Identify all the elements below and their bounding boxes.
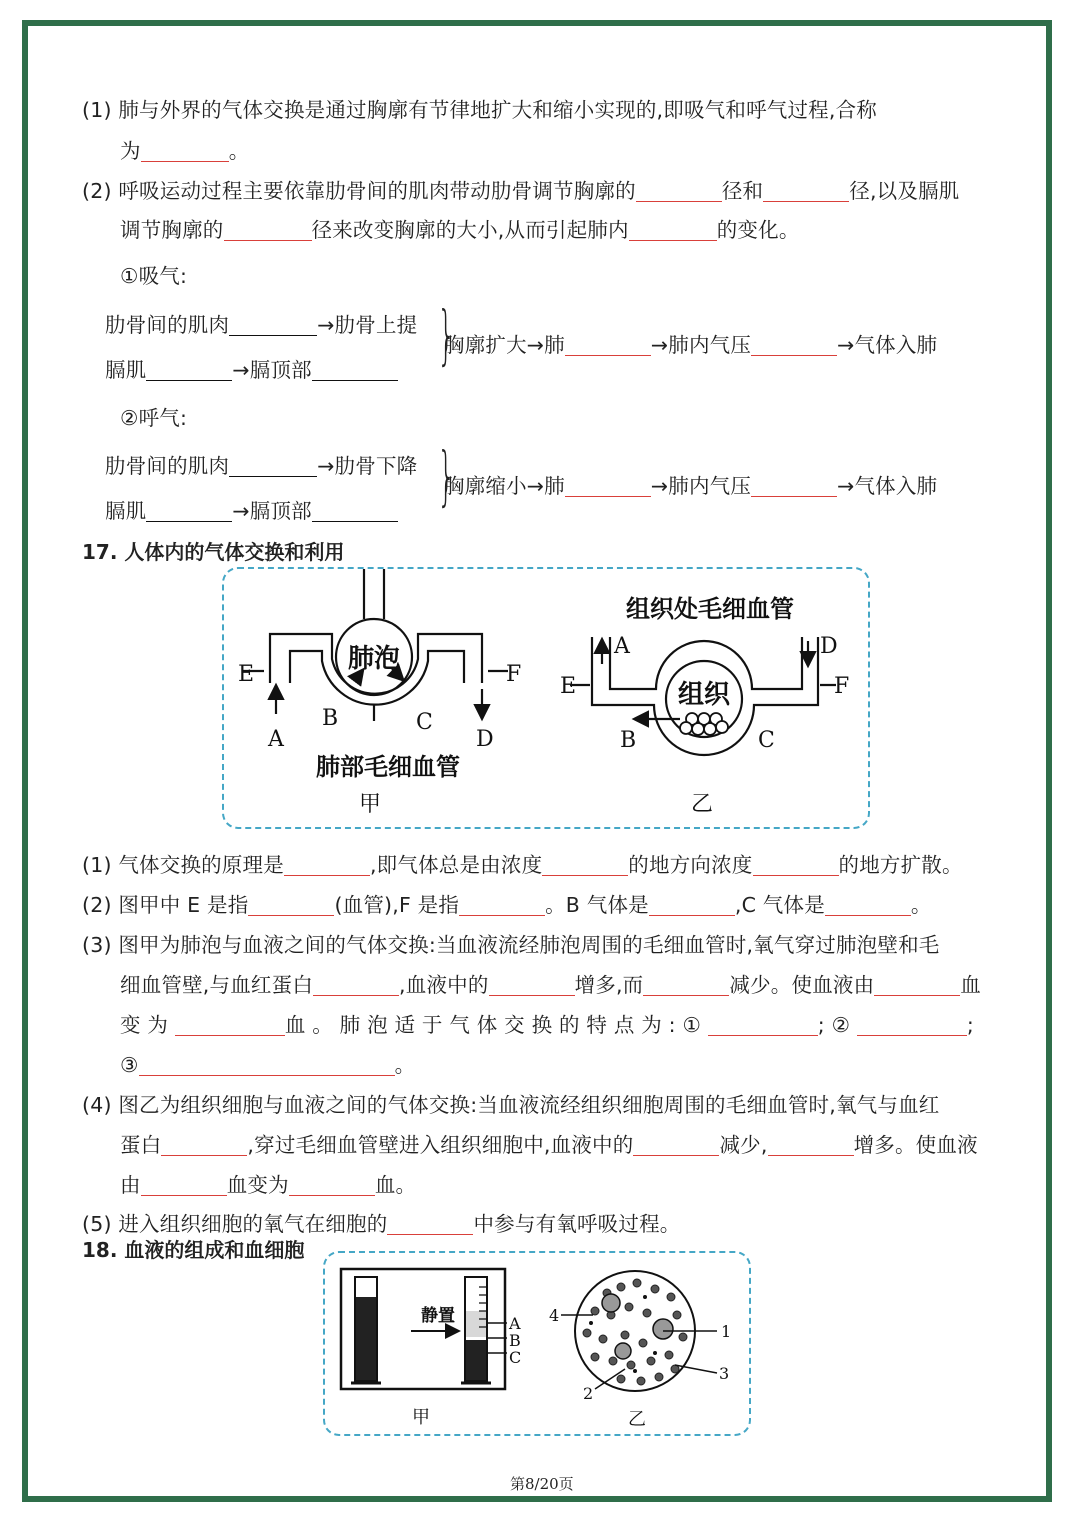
s17-q3-line4: ③ 。 xyxy=(120,1053,416,1077)
brace-icon: } xyxy=(437,299,456,373)
s17-q3-line2: 细血管壁,与血红蛋白 ,血液中的 增多,而 减少。使血液由 血 xyxy=(120,973,981,997)
brace-icon: } xyxy=(437,440,456,514)
layer-c-label: C xyxy=(509,1348,522,1367)
breathing-q1-line1: (1) 肺与外界的气体交换是通过胸廓有节律地扩大和缩小实现的,即吸气和呼气过程,合称 xyxy=(82,98,877,122)
label-e: E xyxy=(560,674,577,699)
answer-blank[interactable] xyxy=(763,179,849,202)
label-d: D xyxy=(820,634,838,659)
figure-b-caption: 乙 xyxy=(690,792,714,817)
answer-blank[interactable] xyxy=(643,973,729,996)
settle-label: 静置 xyxy=(421,1306,455,1326)
red-cell-layer xyxy=(466,1340,486,1380)
answer-blank[interactable] xyxy=(874,973,960,996)
label-c: C xyxy=(758,728,775,753)
lung-capillary-label: 肺部毛细血管 xyxy=(316,752,460,781)
answer-blank[interactable] xyxy=(312,358,398,381)
inhale-diaphragm-line: 膈肌 →膈顶部 xyxy=(105,356,398,384)
answer-blank[interactable] xyxy=(753,853,839,876)
answer-blank[interactable] xyxy=(229,313,317,336)
tissue-label: 组织 xyxy=(677,680,731,710)
gas-exchange-figure xyxy=(222,567,870,829)
answer-blank[interactable] xyxy=(489,973,575,996)
answer-blank[interactable] xyxy=(284,853,370,876)
answer-blank[interactable] xyxy=(175,1013,285,1036)
exhale-label: ②呼气: xyxy=(120,406,188,430)
label-b: B xyxy=(620,728,637,753)
label-d: D xyxy=(476,727,494,752)
whole-blood xyxy=(356,1297,376,1380)
answer-blank[interactable] xyxy=(542,853,628,876)
s17-q4-line1: (4) 图乙为组织细胞与血液之间的气体交换:当血液流经组织细胞周围的毛细血管时,氧气与血红 xyxy=(82,1093,940,1117)
alveolus-label: 肺泡 xyxy=(347,644,401,674)
section-17-heading: 17. 人体内的气体交换和利用 xyxy=(82,540,345,564)
layer-b-label: B xyxy=(509,1331,521,1350)
buffy-coat-layer xyxy=(466,1337,486,1340)
answer-blank[interactable] xyxy=(146,499,232,522)
answer-blank[interactable] xyxy=(224,218,312,241)
s17-q3-line3: 变 为 血 。 肺 泡 适 于 气 体 交 换 的 特 点 为 : ① ; ② ; xyxy=(120,1013,975,1037)
answer-blank[interactable] xyxy=(141,139,229,162)
figure-b-caption: 乙 xyxy=(628,1409,646,1430)
exhale-diaphragm-line: 膈肌 →膈顶部 xyxy=(105,497,398,525)
inhale-label: ①吸气: xyxy=(120,264,188,288)
answer-blank[interactable] xyxy=(708,1013,818,1036)
answer-blank[interactable] xyxy=(312,499,398,522)
answer-blank[interactable] xyxy=(141,1173,227,1196)
label-2: 2 xyxy=(583,1384,594,1403)
answer-blank[interactable] xyxy=(161,1133,247,1156)
answer-blank[interactable] xyxy=(139,1053,395,1076)
tissue-capillary-title: 组织处毛细血管 xyxy=(626,594,794,623)
plasma-layer xyxy=(466,1311,486,1337)
s17-q2: (2) 图甲中 E 是指 (血管),F 是指 。B 气体是 ,C 气体是 。 xyxy=(82,893,932,917)
answer-blank[interactable] xyxy=(636,179,722,202)
s17-q4-line3: 由 血变为 血。 xyxy=(120,1173,417,1197)
answer-blank[interactable] xyxy=(768,1133,854,1156)
answer-blank[interactable] xyxy=(633,1133,719,1156)
answer-blank[interactable] xyxy=(825,893,911,916)
breathing-q2-line1: (2) 呼吸运动过程主要依靠肋骨间的肌肉带动肋骨调节胸廓的 径和 径,以及膈肌 xyxy=(82,179,960,203)
label-4: 4 xyxy=(549,1306,560,1325)
answer-blank[interactable] xyxy=(313,973,399,996)
answer-blank[interactable] xyxy=(629,218,717,241)
label-f: F xyxy=(834,674,850,699)
answer-blank[interactable] xyxy=(565,333,651,356)
gas-exchange-diagram xyxy=(224,569,868,827)
answer-blank[interactable] xyxy=(565,474,651,497)
label-a: A xyxy=(268,727,284,752)
s17-q5: (5) 进入组织细胞的氧气在细胞的 中参与有氧呼吸过程。 xyxy=(82,1212,681,1236)
answer-blank[interactable] xyxy=(857,1013,967,1036)
tissue-cells xyxy=(680,713,728,735)
answer-blank[interactable] xyxy=(229,454,317,477)
answer-blank[interactable] xyxy=(387,1212,473,1235)
s17-q3-line1: (3) 图甲为肺泡与血液之间的气体交换:当血液流经肺泡周围的毛细血管时,氧气穿过肺泡壁和毛 xyxy=(82,933,940,957)
answer-blank[interactable] xyxy=(751,474,837,497)
answer-blank[interactable] xyxy=(459,893,545,916)
label-3: 3 xyxy=(719,1364,730,1383)
s17-q4-line2: 蛋白 ,穿过毛细血管壁进入组织细胞中,血液中的 减少, 增多。使血液 xyxy=(120,1133,978,1157)
label-a: A xyxy=(614,634,630,659)
inhale-result-line: 胸廓扩大→肺 →肺内气压 →气体入肺 xyxy=(444,333,938,357)
inhale-rib-line: 肋骨间的肌肉 →肋骨上提 xyxy=(105,313,418,337)
answer-blank[interactable] xyxy=(751,333,837,356)
layer-a-label: A xyxy=(509,1314,521,1333)
breathing-q1-line2: 为 。 xyxy=(120,139,250,163)
exhale-result-line: 胸廓缩小→肺 →肺内气压 →气体入肺 xyxy=(444,474,938,498)
answer-blank[interactable] xyxy=(146,358,232,381)
breathing-q2-line2: 调节胸廓的 径来改变胸廓的大小,从而引起肺内 的变化。 xyxy=(120,218,800,242)
answer-blank[interactable] xyxy=(649,893,735,916)
label-c: C xyxy=(416,710,433,735)
s17-q1: (1) 气体交换的原理是 ,即气体总是由浓度 的地方向浓度 的地方扩散。 xyxy=(82,853,963,877)
label-b: B xyxy=(322,706,339,731)
blood-diagram xyxy=(325,1253,749,1434)
exhale-rib-line: 肋骨间的肌肉 →肋骨下降 xyxy=(105,454,418,478)
label-1: 1 xyxy=(721,1322,732,1341)
answer-blank[interactable] xyxy=(248,893,334,916)
page-number: 第8/20页 xyxy=(510,1475,574,1493)
figure-a-caption: 甲 xyxy=(358,792,382,817)
figure-a-caption: 甲 xyxy=(412,1407,430,1428)
answer-blank[interactable] xyxy=(289,1173,375,1196)
blood-figure xyxy=(323,1251,751,1436)
label-e: E xyxy=(238,662,255,687)
section-18-heading: 18. 血液的组成和血细胞 xyxy=(82,1238,305,1262)
label-f: F xyxy=(506,662,522,687)
